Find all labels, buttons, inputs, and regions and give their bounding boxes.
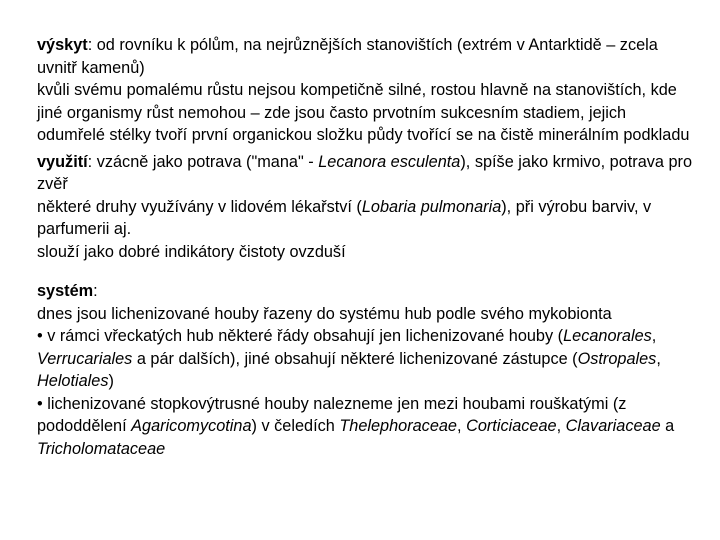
b1-a: • v rámci vřeckatých hub některé řády obsahují jen lichenizované houby (: [37, 327, 564, 345]
family-tricholomataceae: Tricholomataceae: [37, 439, 166, 458]
b1-b: a pár dalších), jiné obsahují některé lichenizované zástupce (: [132, 349, 578, 368]
order-helotiales: Helotiales: [37, 372, 109, 390]
species-lecanora: Lecanora esculenta: [318, 152, 461, 171]
b1-sep1: ,: [651, 327, 657, 345]
family-thelephoraceae: Thelephoraceae: [339, 417, 457, 435]
vyskyt-text: kvůli svému pomalému růstu nejsou kompetičně silné, rostou hlavně na stanovištích, kde jiné organismy růst nemohou – zde jsou často prvotním sukcesním stadiem, jejich odumřelé stélky tvoří první organickou složku půdy tvořící se na čistě minerálním podkladu: [37, 81, 690, 144]
section-system: [37, 280, 697, 460]
slide-content: [37, 34, 697, 460]
b1-c: ): [108, 372, 114, 390]
b2-b: ) v čeledích: [251, 417, 340, 435]
vyskyt-intro: [37, 34, 697, 79]
system-heading-line: [37, 280, 697, 303]
vyuziti-l2-a: některé druhy využívány v lidovém lékařství (: [37, 197, 362, 216]
b2-c: a: [660, 417, 675, 435]
b2-a: • lichenizované stopkovýtrusné houby nalezneme jen mezi houbami rouškatými (z pododdělení: [37, 394, 627, 435]
b2-sep1: ,: [457, 417, 467, 435]
family-clavariaceae: Clavariaceae: [565, 417, 661, 435]
system-line-1: dnes jsou lichenizované houby řazeny do systému hub podle svého mykobionta: [37, 304, 612, 323]
order-ostropales: Ostropales: [577, 349, 657, 368]
vyuziti-heading: využití: [37, 152, 88, 171]
vyuziti-line-3: slouží jako dobré indikátory čistoty ovzduší: [37, 242, 346, 261]
vyskyt-intro-text: : od rovníku k pólům, na nejrůznějších stanovištích (extrém v Antarktidě – zcela uvnitř kamenů): [37, 36, 658, 77]
species-lobaria: Lobaria pulmonaria: [361, 197, 502, 216]
section-vyuziti: [37, 151, 697, 264]
vyskyt-heading: výskyt: [37, 36, 88, 54]
order-verrucariales: Verrucariales: [37, 349, 133, 368]
system-heading: systém: [37, 282, 94, 300]
vyuziti-line-1: [37, 151, 697, 196]
vyuziti-l2-b: ), při výrobu barviv, v parfumerii aj.: [37, 197, 652, 238]
b1-sep2: ,: [656, 349, 661, 368]
order-lecanorales: Lecanorales: [563, 327, 652, 345]
vyuziti-l1-a: : vzácně jako potrava ("mana" -: [87, 152, 319, 171]
vyuziti-l1-b: ), spíše jako krmivo, potrava pro zvěř: [37, 152, 693, 193]
b2-sep2: ,: [556, 417, 566, 435]
taxon-agaricomycotina: Agaricomycotina: [131, 417, 252, 435]
system-bullet-1: [37, 325, 697, 393]
system-bullet-2: [37, 393, 697, 461]
section-vyskyt: [37, 34, 697, 147]
vyuziti-line-2: [37, 196, 697, 241]
system-colon: :: [93, 282, 98, 300]
family-corticiaceae: Corticiaceae: [466, 417, 557, 435]
